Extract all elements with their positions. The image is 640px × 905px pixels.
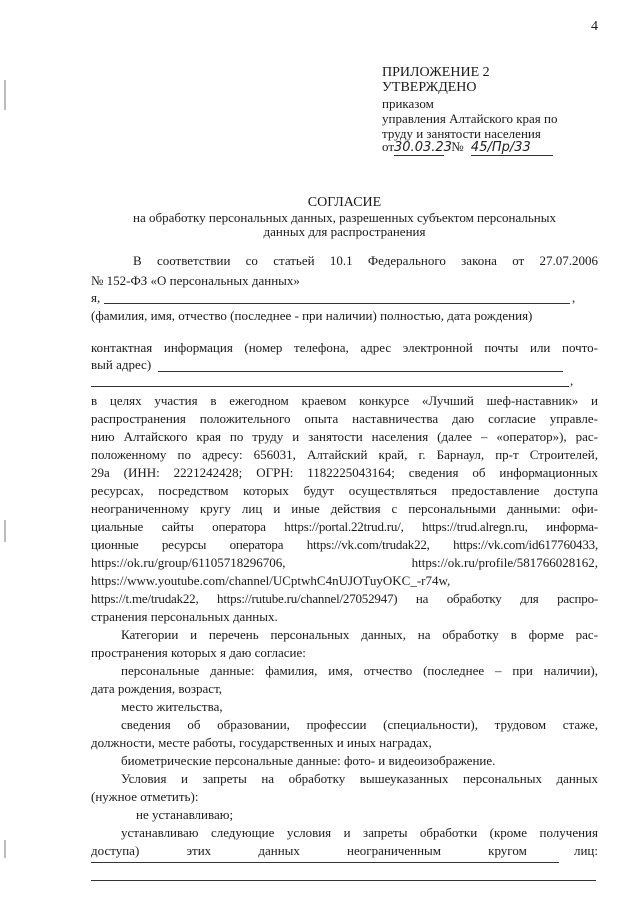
page-number: 4 (591, 19, 598, 34)
paragraph-line: https://t.me/trudak22, https://rutube.ru/channel/27052947) на обработку для распро- (91, 591, 598, 606)
categories-line: пространения которых я даю согласие: (91, 645, 306, 660)
fio-comma: , (572, 290, 576, 305)
scan-edge-mark (4, 520, 6, 542)
categories-line: дата рождения, возраст, (91, 681, 223, 696)
number-prefix: № (451, 139, 464, 154)
option-not-set: не устанавливаю; (136, 807, 234, 822)
fio-fill-line (104, 303, 570, 304)
conditions-fill-line-2 (91, 880, 596, 881)
fio-hint: (фамилия, имя, отчество (последнее - при наличии) полностью, дата рождения) (91, 308, 533, 323)
ya-label: я, (91, 290, 101, 305)
order-date-handwritten: 30.03.23 (394, 140, 452, 155)
order-label: приказом (382, 96, 434, 111)
order-date-line (382, 139, 553, 156)
document-subtitle-1: на обработку персональных данных, разрешенных субъектом персональных (133, 210, 556, 225)
paragraph-line: циальные сайты оператора https://portal.22trud.ru/, https://trud.alregn.ru, информа- (91, 519, 598, 534)
intro-line-1: В соответствии со статьей 10.1 Федерального закона от 27.07.2006 (133, 253, 598, 268)
appendix-label: ПРИЛОЖЕНИЕ 2 (382, 65, 490, 80)
paragraph-line: ционные ресурсы оператора https://vk.com/trudak22, https://vk.com/id617760433, (91, 537, 598, 552)
scan-edge-mark (4, 80, 6, 110)
categories-line: место жительства, (121, 699, 223, 714)
contact-fill-line (158, 371, 563, 372)
categories-line: должности, месте работы, государственных и иных наградах, (91, 735, 432, 750)
paragraph-line: нию Алтайского края по труду и занятости населения (далее – «оператор»), рас- (91, 429, 598, 444)
paragraph-line: https://www.youtube.com/channel/UCptwhC4nUJOTuyOKC_-r74w, (91, 573, 451, 588)
contact-line-1: контактная информация (номер телефона, адрес электронной почты или почто- (91, 340, 598, 355)
contact-fill-line-2 (91, 386, 569, 387)
conditions-line: (нужное отметить): (91, 789, 199, 804)
date-prefix: от (382, 139, 395, 154)
approved-label: УТВЕРЖДЕНО (382, 80, 477, 95)
department-line-2: труду и занятости населения (382, 126, 541, 141)
paragraph-line: 29а (ИНН: 2221242428; ОГРН: 1182225043164; сведения об информационных (91, 465, 598, 480)
paragraph-line: неограниченному кругу лиц и иные действия с персональными данными: офи- (91, 501, 598, 516)
intro-line-2: № 152-ФЗ «О персональных данных» (91, 273, 300, 288)
categories-line: сведения об образовании, профессии (специальности), трудовом стаже, (121, 717, 598, 732)
paragraph-line: положенному по адресу: 656031, Алтайский край, г. Барнаул, пр-т Строителей, (91, 447, 598, 462)
paragraph-line: ресурсах, посредством которых будут осуществляться предоставление доступа (91, 483, 598, 498)
paragraph-line: распространения положительного опыта наставничества даю согласие управле- (91, 411, 598, 426)
link-ok-group: https://ok.ru/group/61105718296706, (91, 555, 286, 570)
categories-line: персональные данные: фамилия, имя, отчество (последнее – при наличии), (121, 663, 598, 678)
contact-comma: , (570, 373, 574, 388)
link-ok-profile: https://ok.ru/profile/581766028162, (411, 555, 598, 570)
contact-line-2: вый адрес) (91, 357, 152, 372)
paragraph-line: в целях участия в ежегодном краевом конкурсе «Лучший шеф-наставник» и (91, 393, 598, 408)
categories-line: биометрические персональные данные: фото- и видеоизображение. (121, 753, 496, 768)
order-number-handwritten: 45/Пр/33 (471, 140, 553, 156)
document-title: СОГЛАСИЕ (307, 195, 382, 210)
conditions-fill-line (91, 862, 559, 863)
option-set-conditions: устанавливаю следующие условия и запреты обработки (кроме получения (121, 825, 598, 840)
categories-line: Категории и перечень персональных данных, на обработку в форме рас- (121, 627, 598, 642)
department-line-1: управления Алтайского края по (382, 111, 558, 126)
paragraph-line: странения персональных данных. (91, 609, 278, 624)
conditions-line: доступа) этих данных неограниченным кругом лиц: (91, 843, 598, 858)
scan-edge-mark (4, 840, 6, 858)
document-subtitle-2: данных для распространения (263, 224, 426, 239)
conditions-line: Условия и запреты на обработку вышеуказанных персональных данных (121, 771, 598, 786)
paragraph-line (91, 554, 598, 572)
